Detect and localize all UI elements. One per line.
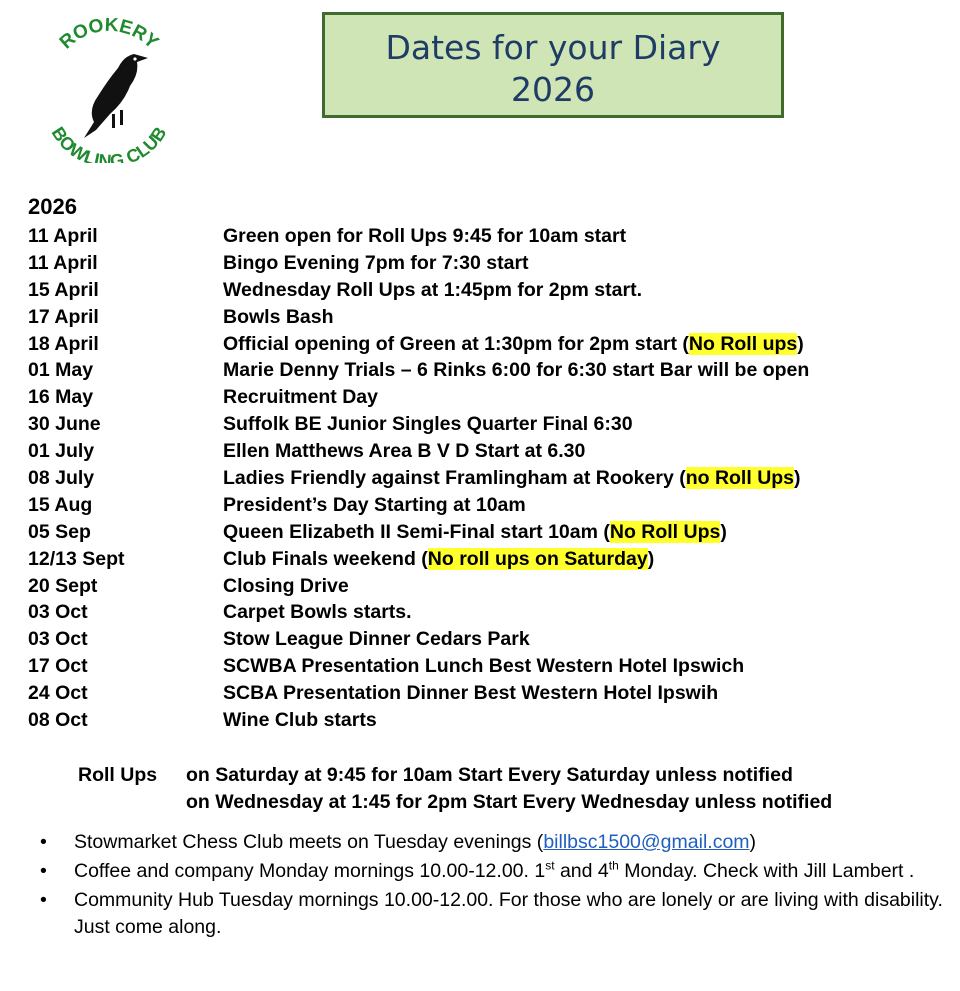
roll-ups-wednesday: on Wednesday at 1:45 for 2pm Start Every Wednesday unless notified: [186, 791, 833, 813]
event-date: 03 Oct: [28, 628, 88, 651]
event-date: 08 Oct: [28, 709, 88, 732]
coffee-note-part3: Monday. Check with Jill Lambert .: [618, 860, 915, 882]
event-text: Club Finals weekend (: [223, 547, 428, 570]
event-description: [223, 411, 633, 438]
event-date: 08 July: [28, 467, 95, 490]
event-text: Bingo Evening 7pm for 7:30 start: [223, 251, 529, 274]
roll-ups-label: Roll Ups: [78, 764, 158, 786]
event-description: [223, 653, 744, 680]
logo-top-text: ROOKERY: [55, 18, 163, 54]
event-date: 24 Oct: [28, 682, 88, 705]
list-item: [40, 858, 955, 885]
roll-ups-saturday: on Saturday at 9:45 for 10am Start Every Saturday unless notified: [186, 764, 793, 786]
table-row: [28, 519, 948, 546]
table-row: [28, 223, 948, 250]
event-text: Stow League Dinner Cedars Park: [223, 628, 530, 651]
event-text: SCBA Presentation Dinner Best Western Hotel Ipswih: [223, 682, 719, 705]
chess-note-text: Stowmarket Chess Club meets on Tuesday evenings (: [74, 831, 544, 853]
no-roll-ups-highlight: No Roll Ups: [609, 520, 721, 543]
event-date: 01 May: [28, 359, 94, 382]
event-date: 15 April: [28, 278, 99, 301]
event-description: [223, 492, 526, 519]
bullet-icon: •: [40, 860, 47, 882]
event-date: 20 Sept: [28, 574, 98, 597]
event-date: 18 April: [28, 332, 99, 355]
event-description: [223, 277, 642, 304]
event-text: Wednesday Roll Ups at 1:45pm for 2pm start.: [223, 278, 642, 301]
table-row: [28, 573, 948, 600]
page-title-year: 2026: [511, 70, 595, 109]
table-row: [28, 546, 948, 573]
rook-bird-icon: [84, 54, 148, 138]
event-text-close: ): [797, 332, 804, 355]
coffee-note-part2: and 4: [554, 860, 609, 882]
event-date: 11 April: [28, 251, 98, 274]
event-description: [223, 680, 718, 707]
event-description: [223, 599, 412, 626]
event-description: [223, 626, 530, 653]
event-text: Green open for Roll Ups 9:45 for 10am start: [223, 225, 627, 247]
event-description: [223, 519, 727, 546]
table-row: [28, 384, 948, 411]
bullet-icon: •: [40, 889, 47, 911]
table-row: [28, 599, 948, 626]
event-date: 15 Aug: [28, 493, 93, 516]
event-date: 30 June: [28, 413, 101, 436]
table-row: [28, 492, 948, 519]
event-date: 12/13 Sept: [28, 547, 125, 570]
event-description: [223, 331, 804, 358]
event-description: [223, 223, 626, 250]
table-row: [28, 465, 948, 492]
table-row: [28, 304, 948, 331]
event-description: [223, 250, 529, 277]
club-logo: [38, 18, 180, 163]
coffee-note-part1: Coffee and company Monday mornings 10.00-12.00. 1: [74, 860, 546, 882]
event-text-close: ): [720, 520, 727, 543]
table-row: [28, 707, 948, 734]
event-text: Ladies Friendly against Framlingham at Rookery (: [223, 467, 686, 490]
event-text: Ellen Matthews Area B V D Start at 6.30: [223, 440, 586, 463]
event-date: 11 April: [28, 225, 98, 247]
table-row: [28, 331, 948, 358]
event-text-close: ): [647, 547, 655, 570]
event-date: 17 April: [28, 305, 99, 328]
table-row: [28, 250, 948, 277]
event-text: Bowls Bash: [223, 305, 334, 328]
event-text: SCWBA Presentation Lunch Best Western Hotel Ipswich: [223, 655, 745, 678]
logo-bottom-text: BOWLING CLUB: [47, 123, 171, 163]
chess-email-link[interactable]: billbsc1500@gmail.com: [543, 831, 750, 853]
chess-note-close: ): [749, 831, 757, 853]
coffee-note-sup2: th: [608, 858, 619, 873]
event-description: [223, 357, 809, 384]
bullet-icon: •: [40, 831, 47, 853]
event-text-close: ): [794, 467, 801, 490]
event-text: President’s Day Starting at 10am: [223, 493, 526, 516]
event-description: [223, 573, 349, 600]
table-row: [28, 411, 948, 438]
event-description: [223, 707, 377, 734]
event-text: Suffolk BE Junior Singles Quarter Final 6:30: [223, 413, 633, 436]
event-text: Wine Club starts: [223, 709, 377, 732]
event-list: [28, 223, 948, 734]
list-item: [40, 887, 955, 941]
page-title: Dates for your Diary: [385, 28, 721, 67]
no-roll-ups-highlight: no Roll Ups: [685, 467, 795, 490]
event-date: 05 Sep: [28, 520, 91, 543]
hub-note-text: Community Hub Tuesday mornings 10.00-12.00. For those who are lonely or are living with disability. Just come along.: [74, 889, 943, 938]
table-row: [28, 653, 948, 680]
event-text: Marie Denny Trials – 6 Rinks 6:00 for 6:30 start Bar will be open: [223, 359, 810, 382]
table-row: [28, 680, 948, 707]
coffee-note-sup1: st: [545, 858, 555, 873]
title-box: [322, 12, 784, 118]
event-description: [223, 438, 585, 465]
table-row: [28, 438, 948, 465]
event-description: [223, 546, 654, 573]
event-date: 03 Oct: [28, 601, 88, 624]
event-text: Queen Elizabeth II Semi-Final start 10am (: [223, 520, 610, 543]
list-item: [40, 829, 955, 856]
event-description: [223, 304, 334, 331]
event-date: 16 May: [28, 386, 94, 409]
event-description: [223, 384, 378, 411]
event-date: 01 July: [28, 440, 95, 463]
event-date: 17 Oct: [28, 655, 88, 678]
table-row: [28, 626, 948, 653]
event-text: Official opening of Green at 1:30pm for 2pm start (: [223, 332, 689, 355]
notes-list: [40, 829, 955, 943]
table-row: [28, 277, 948, 304]
year-heading: 2026: [28, 194, 77, 219]
event-text: Recruitment Day: [223, 386, 378, 409]
no-roll-ups-highlight: No roll ups on Saturday: [427, 547, 648, 570]
event-text: Closing Drive: [223, 574, 349, 597]
event-description: [223, 465, 801, 492]
roll-ups-schedule: [78, 762, 832, 816]
event-text: Carpet Bowls starts.: [223, 601, 412, 624]
table-row: [28, 357, 948, 384]
no-roll-ups-highlight: No Roll ups: [688, 332, 798, 355]
